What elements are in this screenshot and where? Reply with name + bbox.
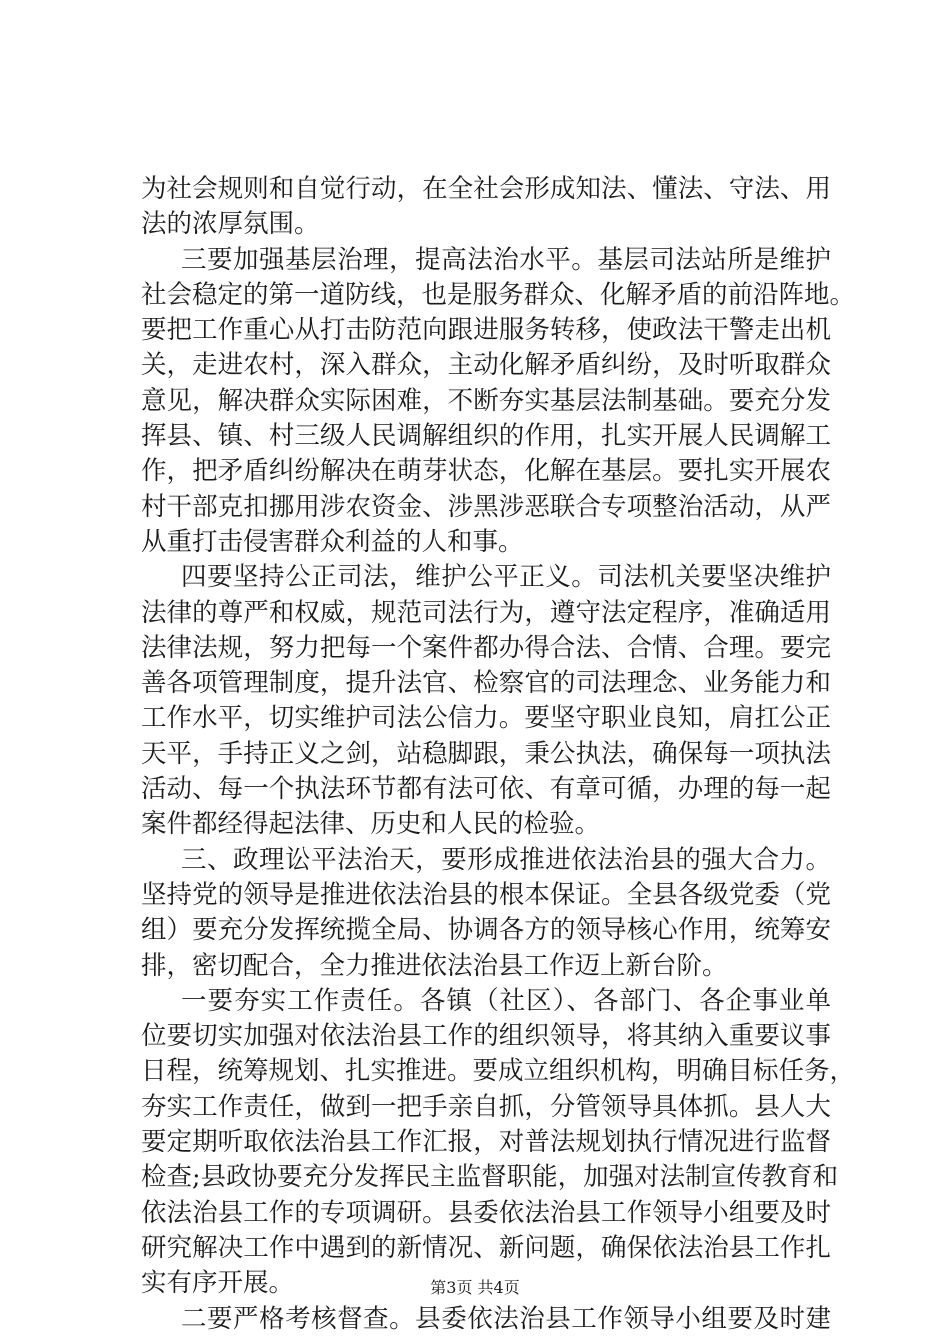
text-line: 活动、每一个执法环节都有法可依、有章可循，办理的每一起 [141,774,831,805]
text-line: 从重打击侵害群众利益的人和事。 [141,526,524,557]
text-line: 位要切实加强对依法治县工作的组织领导，将其纳入重要议事 [141,1021,831,1052]
text-line: 案件都经得起法律、历史和人民的检验。 [141,809,601,840]
text-line: 实有序开展。 [141,1268,295,1299]
text-line: 依法治县工作的专项调研。县委依法治县工作领导小组要及时 [141,1197,831,1228]
document-body [141,172,856,1337]
paragraph-start-line: 二要严格考核督查。县委依法治县工作领导小组要及时建 [181,1303,831,1334]
text-line: 检查;县政协要充分发挥民主监督职能，加强对法制宣传教育和 [141,1162,839,1193]
text-line: 日程，统筹规划、扎实推进。要成立组织机构，明确目标任务， [141,1056,856,1087]
text-line: 法律法规，努力把每一个案件都办得合法、合情、合理。要完 [141,632,831,663]
text-line: 坚持党的领导是推进依法治县的根本保证。全县各级党委（党 [141,879,831,910]
text-line: 夯实工作责任，做到一把手亲自抓，分管领导具体抓。县人大 [141,1091,831,1122]
text-line: 天平，手持正义之剑，站稳脚跟，秉公执法，确保每一项执法 [141,738,831,769]
text-line: 村干部克扣挪用涉农资金、涉黑涉恶联合专项整治活动，从严 [141,491,831,522]
text-line: 社会稳定的第一道防线，也是服务群众、化解矛盾的前沿阵地。 [141,279,856,310]
text-line: 作，把矛盾纠纷解决在萌芽状态，化解在基层。要扎实开展农 [141,456,831,487]
paragraph-start-line: 四要坚持公正司法，维护公平正义。司法机关要坚决维护 [181,562,831,593]
text-line: 研究解决工作中遇到的新情况、新问题，确保依法治县工作扎 [141,1232,831,1263]
paragraph-start-line: 一要夯实工作责任。各镇（社区）、各部门、各企事业单 [181,985,831,1016]
text-line: 挥县、镇、村三级人民调解组织的作用，扎实开展人民调解工 [141,421,831,452]
text-line: 法的浓厚氛围。 [141,209,320,240]
text-line: 排，密切配合，全力推进依法治县工作迈上新台阶。 [141,950,728,981]
text-line: 关，走进农村，深入群众，主动化解矛盾纠纷，及时听取群众 [141,350,831,381]
paragraph-start-line: 三、政理讼平法治天，要形成推进依法治县的强大合力。 [181,844,831,875]
text-line: 意见，解决群众实际困难，不断夯实基层法制基础。要充分发 [141,385,831,416]
text-line: 要把工作重心从打击防范向跟进服务转移，使政法干警走出机 [141,315,831,346]
text-line: 工作水平，切实维护司法公信力。要坚守职业良知，肩扛公正 [141,703,831,734]
text-line: 组）要充分发挥统揽全局、协调各方的领导核心作用，统筹安 [141,915,831,946]
page-number-footer: 第3页 共4页 [430,1278,520,1297]
text-line: 为社会规则和自觉行动，在全社会形成知法、懂法、守法、用 [141,174,831,204]
text-line: 法律的尊严和权威，规范司法行为，遵守法定程序，准确适用 [141,597,831,628]
text-line: 要定期听取依法治县工作汇报，对普法规划执行情况进行监督 [141,1127,831,1158]
text-line: 善各项管理制度，提升法官、检察官的司法理念、业务能力和 [141,668,831,699]
paragraph-start-line: 三要加强基层治理，提高法治水平。基层司法站所是维护 [181,244,831,275]
